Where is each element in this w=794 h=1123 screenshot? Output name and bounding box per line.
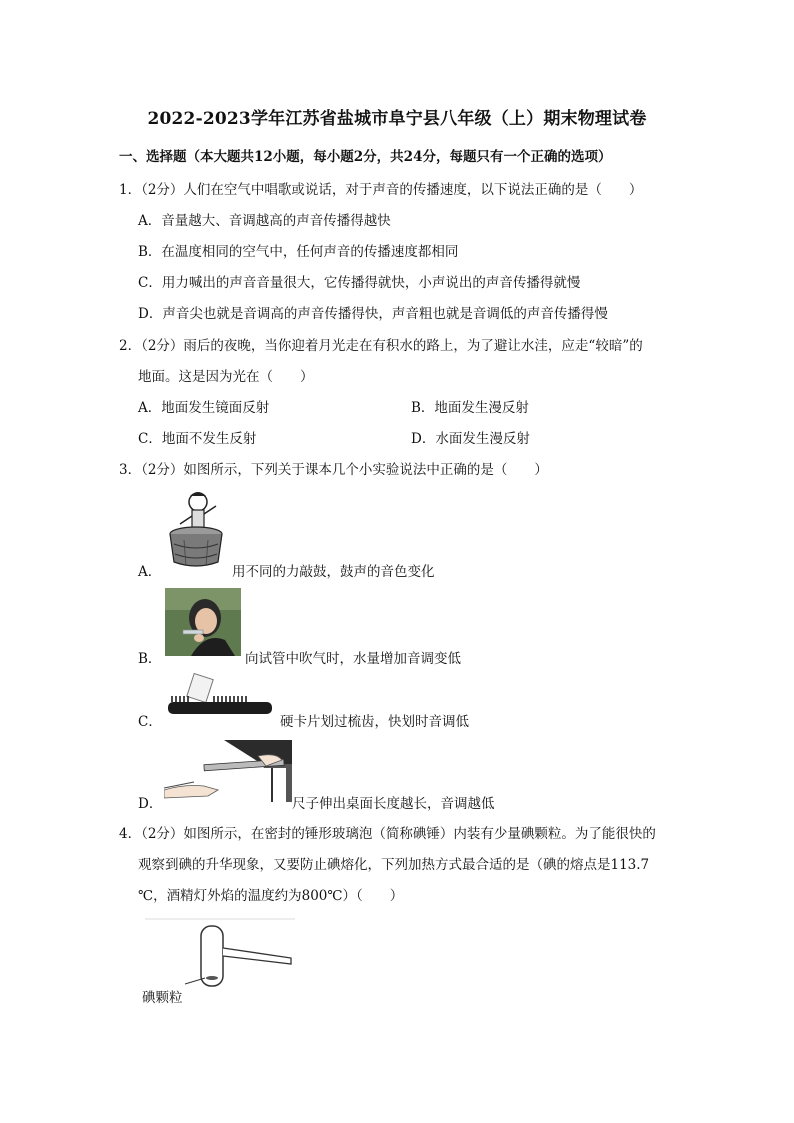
question-1-option-b: B．在温度相同的空气中，任何声音的传播速度都相同 [138,244,459,260]
drum-figure [160,490,232,570]
question-2-option-a: A．地面发生镜面反射 [138,400,270,416]
question-3-option-d-text: 尺子伸出桌面长度越长，音调越低 [292,796,495,812]
question-1-option-a: A．音量越大、音调越高的声音传播得越快 [138,213,391,229]
iodine-hammer-figure [145,918,295,990]
question-1-option-d: D．声音尖也就是音调高的声音传播得快，声音粗也就是音调低的声音传播得慢 [138,306,608,322]
ruler-table-figure [164,738,292,804]
comb-card-figure [164,672,276,722]
iodine-particles-label: 碘颗粒 [142,990,183,1006]
question-2-option-b: B．地面发生漫反射 [411,400,529,416]
question-2-option-c: C．地面不发生反射 [138,431,257,447]
question-1-stem: 1．（2分）人们在空气中唱歌或说话，对于声音的传播速度，以下说法正确的是（ ） [119,182,643,198]
question-3-option-b-letter: B． [138,651,162,667]
question-4-stem-cont: 观察到碘的升华现象，又要防止碘熔化，下列加热方式最合适的是（碘的熔点是113.7 [138,857,650,873]
question-3-option-a-letter: A． [138,564,162,580]
question-3-option-b-text: 向试管中吹气时，水量增加音调变低 [245,651,461,667]
section-heading: 一、选择题（本大题共12小题，每小题2分，共24分，每题只有一个正确的选项） [119,149,612,165]
question-3-option-a-text: 用不同的力敲鼓，鼓声的音色变化 [232,564,435,580]
question-3-option-d-letter: D． [138,796,163,812]
question-3-option-c-letter: C． [138,714,162,730]
question-4-stem-cont2: ℃，酒精灯外焰的温度约为800℃）（ ） [138,888,404,904]
question-1-option-c: C．用力喊出的声音音量很大，它传播得就快，小声说出的声音传播得就慢 [138,275,581,291]
question-2-stem-cont: 地面。这是因为光在（ ） [138,369,314,385]
question-2-option-d: D．水面发生漫反射 [411,431,530,447]
question-3-option-c-text: 硬卡片划过梳齿，快划时音调低 [280,714,469,730]
page-title: 2022-2023学年江苏省盐城市阜宁县八年级（上）期末物理试卷 [147,109,647,129]
question-3-stem: 3．（2分）如图所示，下列关于课本几个小实验说法中正确的是（ ） [119,462,548,478]
girl-test-tube-photo [165,588,241,656]
question-4-stem: 4．（2分）如图所示，在密封的锤形玻璃泡（简称碘锤）内装有少量碘颗粒。为了能很快的 [119,826,656,842]
question-2-stem: 2．（2分）雨后的夜晚，当你迎着月光走在有积水的路上，为了避让水洼，应走“较暗”的 [119,338,643,354]
